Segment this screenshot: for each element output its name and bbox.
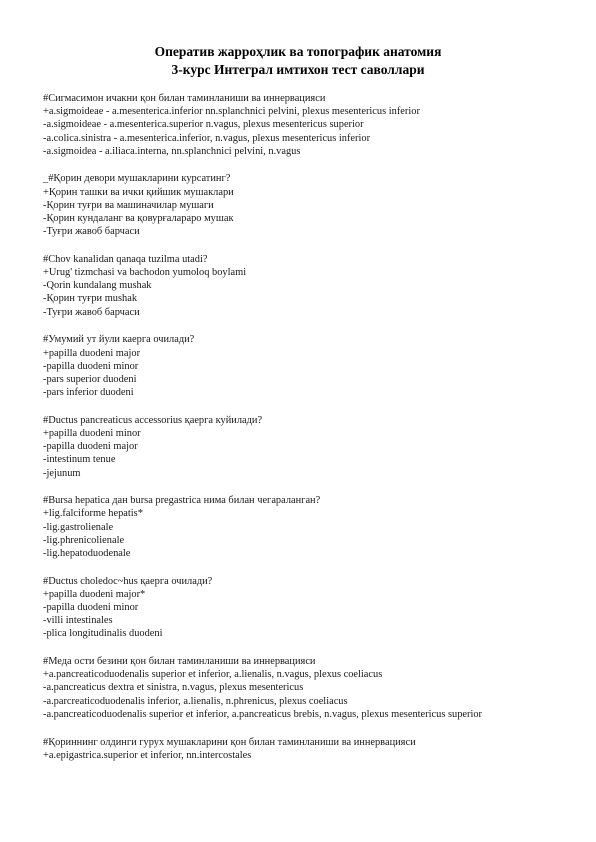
answer-option: -lig.gastrolienale [43, 521, 114, 533]
answer-option: +lig.falciforme hepatis* [43, 508, 143, 520]
question-block [43, 333, 573, 399]
question-block [43, 655, 573, 721]
answer-option: -pars inferior duodeni [43, 387, 134, 399]
answer-option: -a.parcreaticoduodenalis inferior, a.lienalis, n.phrenicus, plexus coeliacus [43, 695, 348, 707]
question-text: #Ductus choledoc~hus қаерга очилади? [43, 575, 213, 587]
question-block [43, 253, 573, 319]
answer-option: -a.sigmoidea - a.iliaca.interna, nn.splanchnici pelvini, n.vagus [43, 145, 301, 157]
question-block [43, 494, 573, 560]
question-text: #Chov kanalidan qanaqa tuzilma utadi? [43, 253, 208, 265]
answer-option: -Қорин туғри mushak [43, 293, 138, 305]
answer-option: -Qorin kundalang mushak [43, 280, 152, 292]
answer-option: +papilla duodeni major [43, 347, 141, 359]
question-text: #Қориннинг олдинги гурух мушакларини қон билан таминланиши ва иннервацияси [43, 736, 416, 748]
question-block [43, 172, 573, 238]
answer-option: -intestinum tenue [43, 454, 116, 466]
answer-option: -papilla duodeni minor [43, 602, 139, 613]
answer-option: -a.pancreaticus dextra et sinistra, n.vagus, plexus mesentericus [43, 682, 304, 694]
answer-option: +papilla duodeni major* [43, 588, 146, 600]
answer-option: -jejunum [43, 467, 81, 479]
answer-option: -a.colica.sinistra - a.mesenterica.inferior, n.vagus, plexus mesentericus inferior [43, 132, 371, 144]
answer-option: -a.pancreaticoduodenalis superior et inferior, a.pancreaticus brebis, n.vagus, plexus mesentericus superior [43, 708, 483, 720]
document-title: Оператив жарроҳлик ва топографик анатомия [154, 44, 442, 59]
question-block [43, 575, 573, 641]
answer-option: -villi intestinales [43, 615, 113, 627]
answer-option: -Қорин кундаланг ва қовурғалараро мушак [43, 213, 234, 224]
answer-option: -a.sigmoideae - a.mesenterica.superior n.vagus, plexus mesentericus superior [43, 119, 364, 131]
answer-option: +a.epigastrica.superior et inferior, nn.intercostales [43, 749, 252, 761]
document-subtitle: 3-курс Интеграл имтихон тест саволлари [171, 62, 425, 77]
question-text: #Меда ости безини қон билан таминланиши ва иннервацияси [43, 656, 316, 668]
answer-option: -papilla duodeni major [43, 441, 138, 453]
question-block [43, 92, 573, 158]
answer-option: -pars superior duodeni [43, 373, 137, 385]
question-text: #Умумий ут йули каерга очилади? [43, 334, 195, 346]
answer-option: -papilla duodeni minor [43, 360, 139, 372]
question-text: _#Қорин девори мушакларини курсатинг? [43, 173, 231, 185]
question-block [43, 736, 573, 762]
question-text: #Ductus pancreaticus accessorius қаерга куйилади? [43, 414, 263, 426]
question-text: #Bursa hepatica дан bursa pregastrica нима билан чегараланган? [43, 495, 321, 507]
answer-option: +papilla duodeni minor [43, 427, 141, 439]
question-text: #Сигмасимон ичакни қон билан таминланиши ва иннервацияси [43, 93, 326, 104]
answer-option: -lig.phrenicolienale [43, 534, 125, 546]
question-block [43, 414, 573, 480]
answer-option: -Қорин туғри ва машиначилар мушаги [43, 199, 214, 211]
answer-option: +Urug' tizmchasi va bachodon yumoloq boylami [43, 267, 247, 279]
answer-option: +Қорин ташки ва ички қийшик мушаклари [43, 186, 234, 198]
questions-list [43, 92, 573, 776]
answer-option: +a.pancreaticoduodenalis superior et inferior, a.lienalis, n.vagus, plexus coeliacus [43, 669, 383, 681]
answer-option: -Туғри жавоб барчаси [43, 306, 140, 318]
answer-option: -lig.hepatoduodenale [43, 547, 131, 559]
answer-option: -Туғри жавоб барчаси [43, 226, 140, 238]
answer-option: -plica longitudinalis duodeni [43, 628, 163, 640]
answer-option: +a.sigmoideae - a.mesenterica.inferior nn.splanchnici pelvini, plexus mesentericus inferior [43, 106, 420, 118]
